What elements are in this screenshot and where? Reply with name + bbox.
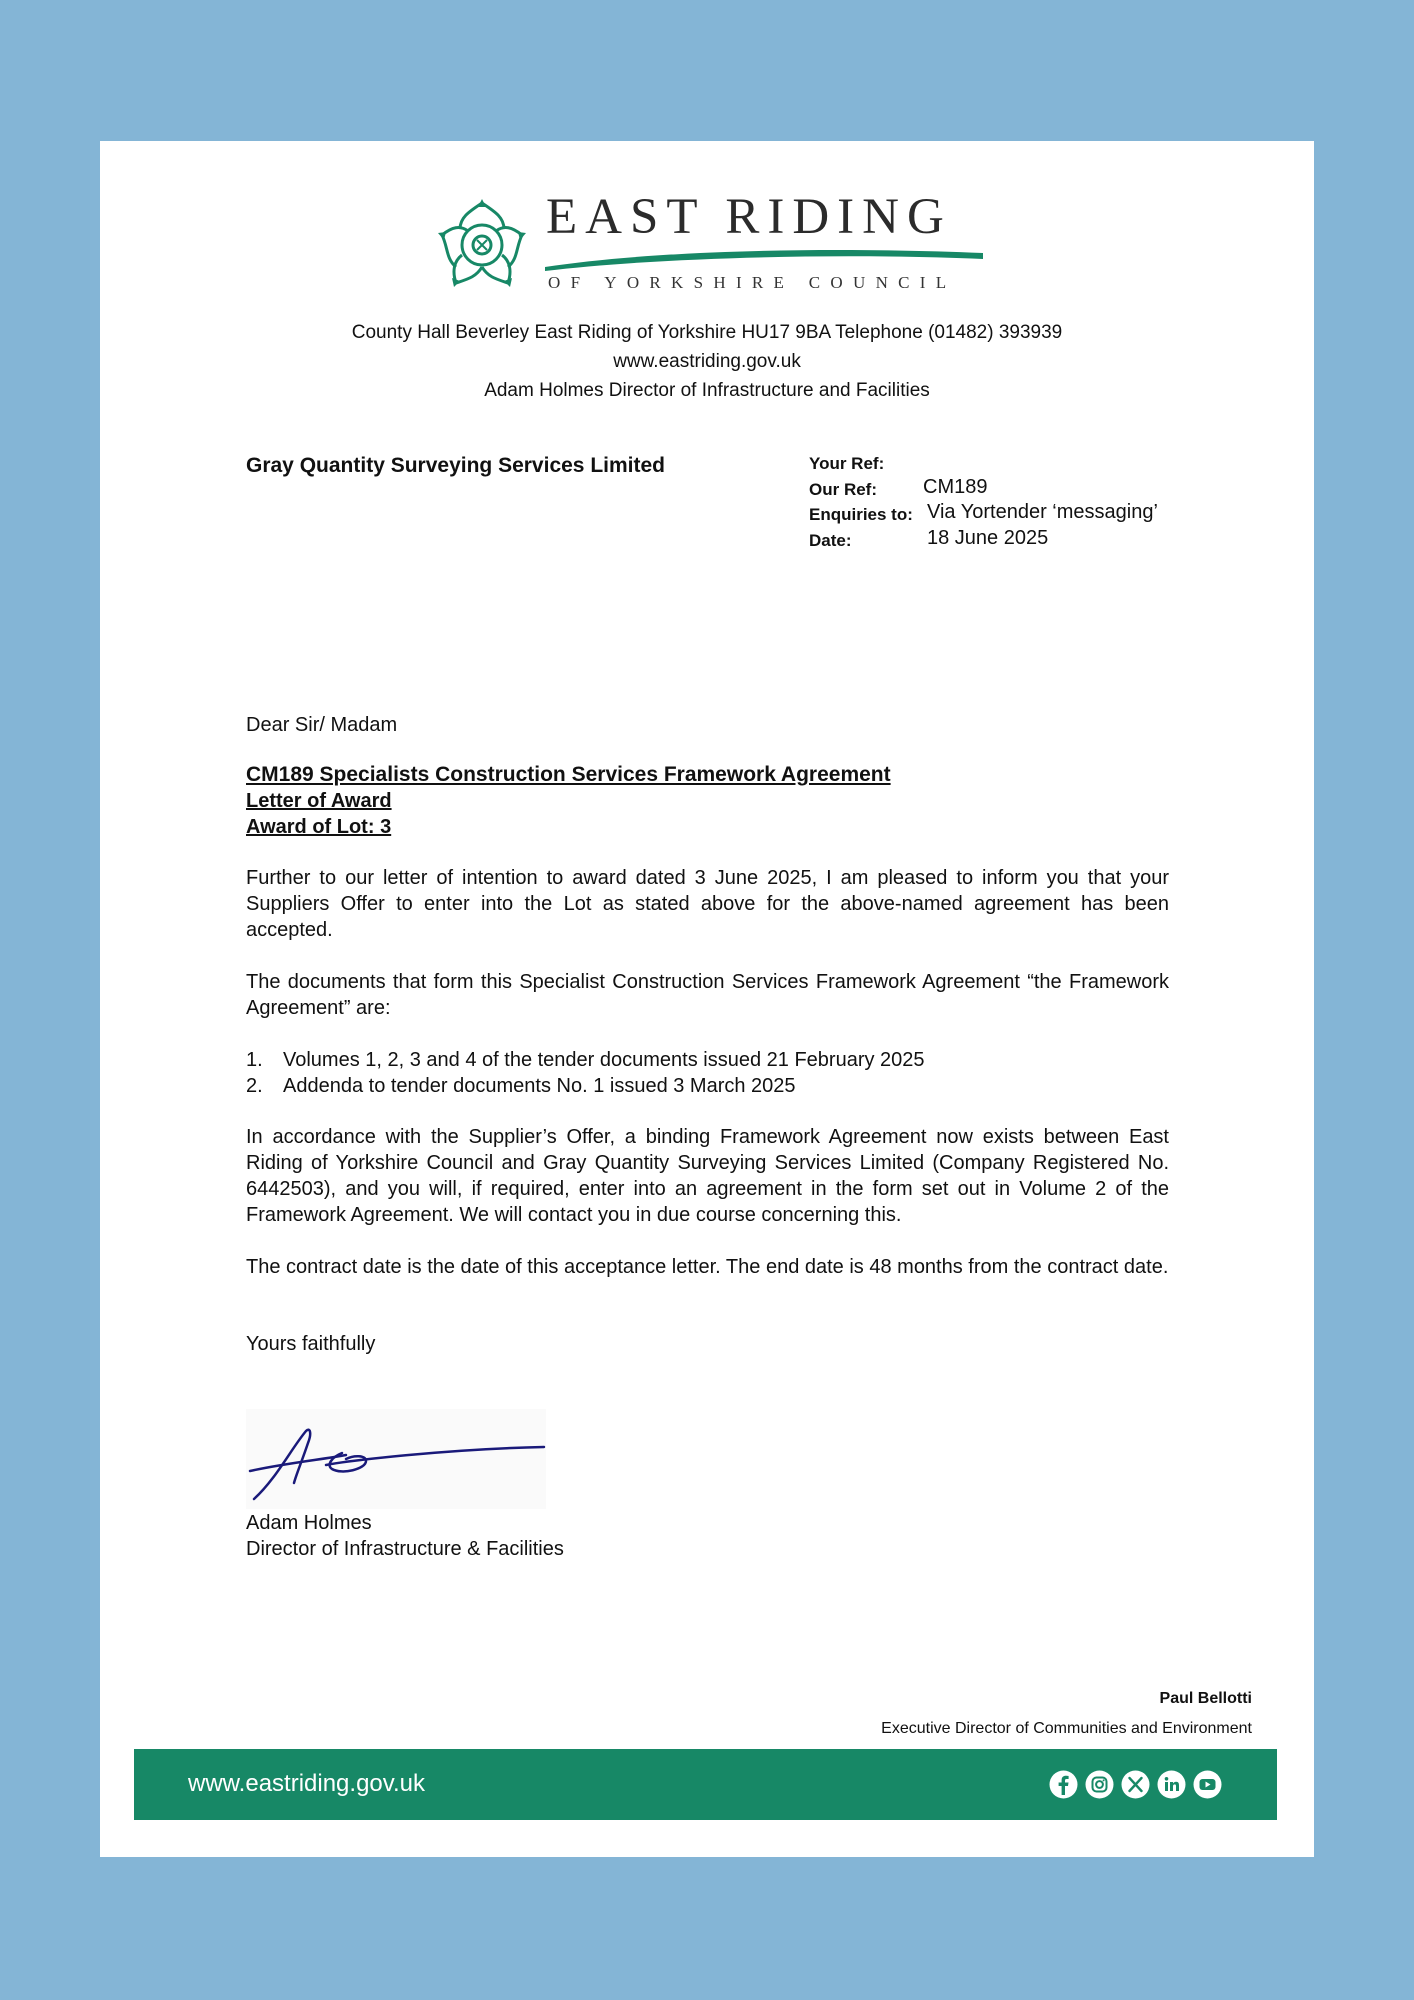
org-name: EAST RIDING <box>546 189 952 245</box>
council-website[interactable]: www.eastriding.gov.uk <box>613 351 801 372</box>
director-line: Adam Holmes Director of Infrastructure and Facilities <box>484 380 930 401</box>
signatory-name: Adam Holmes <box>246 1512 372 1534</box>
our-ref-value: CM189 <box>923 476 988 498</box>
your-ref-label: Your Ref: <box>809 454 885 473</box>
list-item-text: Volumes 1, 2, 3 and 4 of the tender documents issued 21 February 2025 <box>283 1049 925 1071</box>
org-subtitle: OF YORKSHIRE COUNCIL <box>548 273 957 292</box>
list-item <box>246 1073 796 1099</box>
enquiries-value: Via Yortender ‘messaging’ <box>927 501 1158 523</box>
yorkshire-rose-icon <box>434 197 530 293</box>
paragraph-2: The documents that form this Specialist Construction Services Framework Agreement “the Framework Agreement” are: <box>246 971 1169 1019</box>
enquiries-label: Enquiries to: <box>809 505 913 524</box>
paragraph-1: Further to our letter of intention to award dated 3 June 2025, I am pleased to inform you that your Suppliers Offer to enter into the Lot as stated above for the above-named agreement has been accepted. <box>246 867 1169 941</box>
footer-website-link[interactable]: www.eastriding.gov.uk <box>188 1770 425 1797</box>
paragraph-4: The contract date is the date of this acceptance letter. The end date is 48 months from the contract date. <box>246 1256 1169 1278</box>
youtube-icon[interactable] <box>1193 1770 1222 1799</box>
list-item-number: 2. <box>246 1075 263 1097</box>
footer-director-title: Executive Director of Communities and Environment <box>881 1720 1252 1737</box>
logo-swoosh <box>543 241 983 277</box>
x-icon[interactable] <box>1121 1770 1150 1799</box>
footer-bar <box>134 1749 1277 1820</box>
signature-image <box>246 1409 546 1509</box>
recipient-name: Gray Quantity Surveying Services Limited <box>246 454 665 477</box>
footer-director-name: Paul Bellotti <box>1159 1690 1252 1707</box>
signatory-title: Director of Infrastructure & Facilities <box>246 1538 564 1560</box>
letter-subtitle: Letter of Award <box>246 790 392 812</box>
date-value: 18 June 2025 <box>927 527 1049 549</box>
council-address: County Hall Beverley East Riding of Yorkshire HU17 9BA Telephone (01482) 393939 <box>351 322 1063 343</box>
paragraph-3: In accordance with the Supplier’s Offer, a binding Framework Agreement now exists between East Riding of Yorkshire Council and Gray Quantity Surveying Services Limited (Company Registered No. 6442503), and you will, if required, enter into an agreement in the form set out in Volume 2 of the Framework Agreement. We will contact you in due course concerning this. <box>246 1126 1169 1226</box>
list-item-number: 1. <box>246 1049 263 1071</box>
salutation: Dear Sir/ Madam <box>246 714 398 736</box>
our-ref-label: Our Ref: <box>809 480 877 499</box>
award-lot: Award of Lot: 3 <box>246 816 392 838</box>
instagram-icon[interactable] <box>1085 1770 1114 1799</box>
closing: Yours faithfully <box>246 1333 376 1355</box>
linkedin-icon[interactable] <box>1157 1770 1186 1799</box>
list-item-text: Addenda to tender documents No. 1 issued 3 March 2025 <box>283 1075 796 1097</box>
facebook-icon[interactable] <box>1049 1770 1078 1799</box>
date-label: Date: <box>809 531 852 550</box>
letter-page <box>100 141 1314 1857</box>
letter-title: CM189 Specialists Construction Services Framework Agreement <box>246 763 891 786</box>
list-item <box>246 1047 925 1073</box>
